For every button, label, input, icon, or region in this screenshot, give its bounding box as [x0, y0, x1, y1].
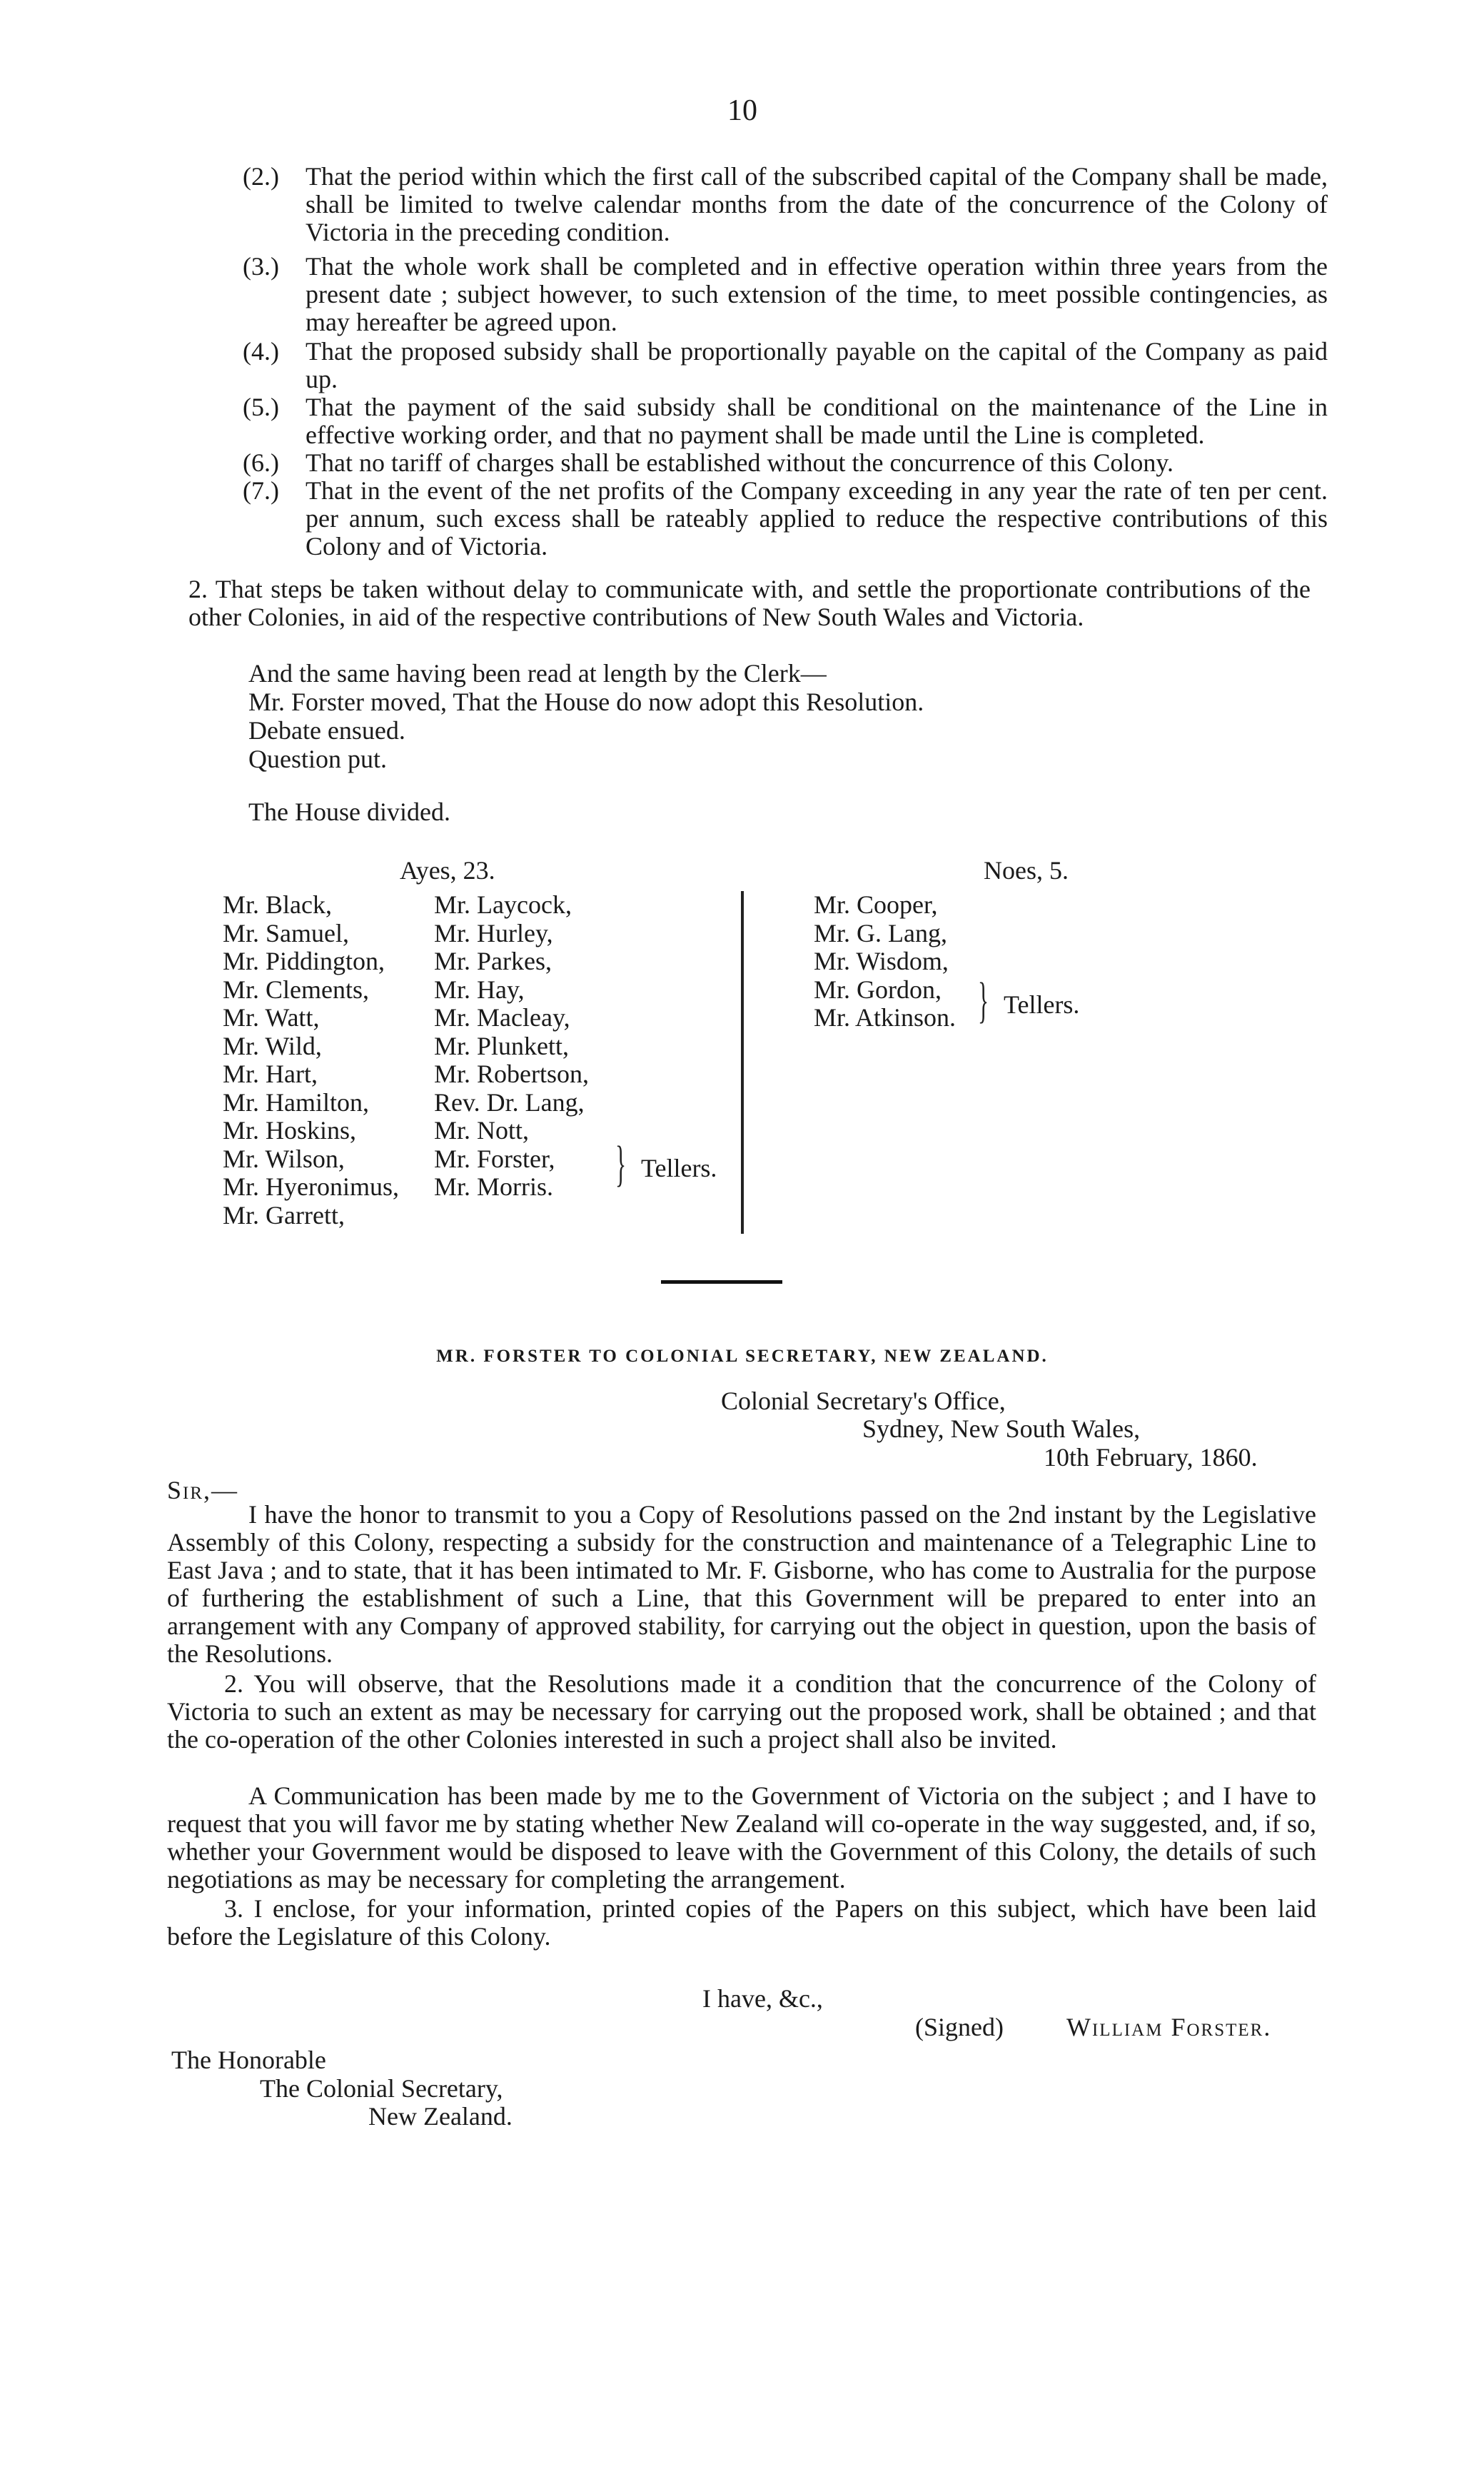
condition-number: (4.): [243, 337, 279, 366]
condition-number: (6.): [243, 448, 279, 477]
noes-tellers-label: Tellers.: [1004, 990, 1080, 1019]
member-name: Mr. Watt,: [223, 1003, 320, 1032]
signed-label: (Signed): [915, 2013, 1004, 2041]
letter-paragraph-1: I have the honor to transmit to you a Copy of Resolutions passed on the 2nd instant by the Legislative Assembly of this Colony, respecting a subsidy for the construction and maintenance of a Telegraphic Line to East Java ; and to state, that it has been intimated to Mr. F. Gisborne, who has come to Australia for the purpose of furthering the establishment of such a Line, that this Government will be prepared to enter into an arrangement with any Company of approved stability, for carrying out the object in question, upon the basis of the Resolutions.: [167, 1500, 1316, 1668]
page-number: 10: [727, 94, 757, 127]
member-name: Mr. Wilson,: [223, 1145, 345, 1173]
member-name: Mr. Clements,: [223, 975, 369, 1004]
member-name: Mr. Hay,: [434, 975, 525, 1004]
letter-paragraph-3: A Communication has been made by me to the Government of Victoria on the subject ; and I have to request that you will favor me by stating whether New Zealand will co-operate in the way suggested, and, if so, whether your Government would be disposed to leave with the Government of this Colony, the details of such negotiations as may be necessary for completing the arrangement.: [167, 1781, 1316, 1894]
member-name: Mr. Piddington,: [223, 947, 385, 975]
condition-number: (3.): [243, 252, 279, 281]
closing: I have, &c.,: [702, 1984, 823, 2013]
condition-text: That the proposed subsidy shall be proportionally payable on the capital of the Company as paid up.: [306, 337, 1328, 393]
column-divider: [741, 891, 744, 1234]
ayes-heading: Ayes, 23.: [400, 856, 495, 885]
condition-number: (7.): [243, 476, 279, 505]
member-name: Mr. Wisdom,: [814, 947, 949, 975]
member-name: Mr. Hurley,: [434, 919, 553, 947]
member-name: Mr. G. Lang,: [814, 919, 947, 947]
recipient-line: New Zealand.: [368, 2102, 513, 2131]
member-name: Mr. Hart,: [223, 1060, 318, 1088]
member-name: Mr. Hamilton,: [223, 1088, 369, 1117]
address-line: Sydney, New South Wales,: [862, 1414, 1141, 1443]
letter-date: 10th February, 1860.: [1044, 1443, 1258, 1472]
member-name: Mr. Hoskins,: [223, 1116, 357, 1145]
member-name: Mr. Wild,: [223, 1032, 322, 1060]
member-name: Mr. Black,: [223, 890, 332, 919]
member-name: Mr. Gordon,: [814, 975, 942, 1004]
letter-paragraph-4: 3. I enclose, for your information, printed copies of the Papers on this subject, which have been laid before the Legislature of this Colony.: [167, 1894, 1316, 1951]
member-name: Mr. Samuel,: [223, 919, 349, 947]
ayes-tellers-label: Tellers.: [641, 1154, 717, 1182]
letter-heading: MR. FORSTER TO COLONIAL SECRETARY, NEW ZEALAND.: [436, 1347, 1049, 1366]
member-name: Mr. Morris.: [434, 1172, 554, 1201]
member-name: Mr. Forster,: [434, 1145, 555, 1173]
condition-text: That the payment of the said subsidy shall be conditional on the maintenance of the Line in effective working order, and that no payment shall be made until the Line is completed.: [306, 393, 1328, 449]
proceeding-line: And the same having been read at length by the Clerk—: [248, 659, 827, 688]
condition-text: That the period within which the first call of the subscribed capital of the Company shall be made, shall be limited to twelve calendar months from the date of the concurrence of the Colony of Victoria in the preceding condition.: [306, 162, 1328, 246]
salutation: Sir,—: [167, 1476, 239, 1504]
member-name: Mr. Garrett,: [223, 1201, 345, 1230]
condition-number: (2.): [243, 162, 279, 191]
member-name: Mr. Robertson,: [434, 1060, 590, 1088]
recipient-line: The Honorable: [171, 2046, 326, 2074]
member-name: Mr. Hyeronimus,: [223, 1172, 399, 1201]
member-name: Mr. Nott,: [434, 1116, 530, 1145]
noes-heading: Noes, 5.: [984, 856, 1069, 885]
letter-paragraph-2: 2. You will observe, that the Resolutions made it a condition that the concurrence of the Colony of Victoria to such an extent as may be necessary for carrying out the proposed work, shall be obtained ; and that the co-operation of the other Colonies interested in such a project shall also be invited.: [167, 1669, 1316, 1754]
section-divider: [661, 1280, 782, 1284]
proceeding-line: Debate ensued.: [248, 716, 405, 745]
member-name: Mr. Cooper,: [814, 890, 938, 919]
tellers-brace-icon: }: [978, 973, 989, 1028]
condition-text: That no tariff of charges shall be established without the concurrence of this Colony.: [306, 448, 1174, 477]
member-name: Mr. Plunkett,: [434, 1032, 570, 1060]
address-line: Colonial Secretary's Office,: [721, 1387, 1006, 1415]
signature: William Forster.: [1066, 2013, 1272, 2041]
condition-number: (5.): [243, 393, 279, 421]
recipient-line: The Colonial Secretary,: [260, 2074, 503, 2103]
resolution-2: 2. That steps be taken without delay to communicate with, and settle the proportionate contributions of the other Colonies, in aid of the respective contributions of New South Wales and Victoria.: [188, 575, 1311, 631]
member-name: Mr. Atkinson.: [814, 1003, 956, 1032]
proceeding-line: Question put.: [248, 745, 387, 773]
member-name: Mr. Macleay,: [434, 1003, 570, 1032]
member-name: Mr. Parkes,: [434, 947, 552, 975]
member-name: Rev. Dr. Lang,: [434, 1088, 585, 1117]
condition-text: That the whole work shall be completed and in effective operation within three years from the present date ; subject however, to such extension of the time, to meet possible contingencies, as may hereafter be agreed upon.: [306, 252, 1328, 336]
tellers-brace-icon: }: [615, 1137, 627, 1192]
proceeding-line: Mr. Forster moved, That the House do now adopt this Resolution.: [248, 688, 924, 716]
member-name: Mr. Laycock,: [434, 890, 572, 919]
condition-text: That in the event of the net profits of the Company exceeding in any year the rate of ten per cent. per annum, such excess shall be rateably applied to reduce the respective contributions of this Colony and of Victoria.: [306, 476, 1328, 560]
house-divided: The House divided.: [248, 798, 450, 826]
